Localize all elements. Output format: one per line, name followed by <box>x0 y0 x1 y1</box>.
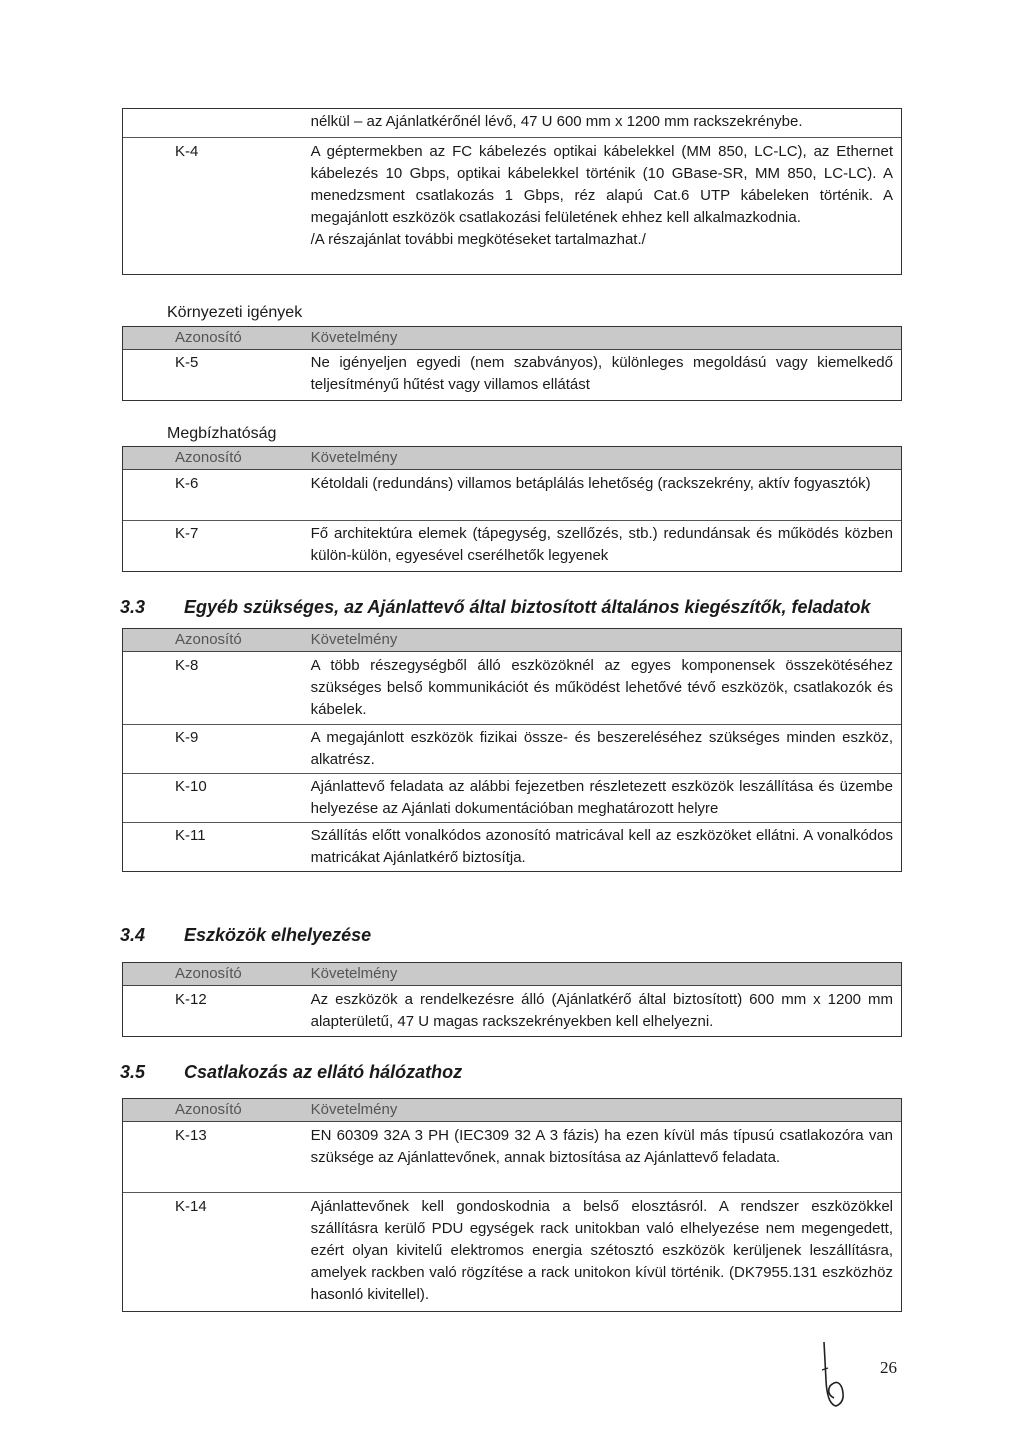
row-text: Az eszközök a rendelkezésre álló (Ajánlatkérő által biztosított) 600 mm x 1200 mm alapterületű, 47 U magas rackszekrényekben kell elhelyezni. <box>310 991 893 1030</box>
row-id: K-11 <box>175 827 206 844</box>
row-id: K-12 <box>175 991 207 1008</box>
header-requirement: Követelmény <box>310 631 398 648</box>
row-text: Kétoldali (redundáns) villamos betáplálás lehetőség (rackszekrény, aktív fogyasztók) <box>310 475 871 492</box>
table-row <box>123 773 901 822</box>
table-row <box>123 652 901 724</box>
row-text: A megajánlott eszközök fizikai össze- és beszereléséhez szükséges minden eszköz, alkatrész. <box>310 729 893 768</box>
table-header-row <box>123 629 901 652</box>
section-number: 3.4 <box>120 925 146 945</box>
requirements-table-continued <box>122 108 902 275</box>
table-row <box>123 986 901 1036</box>
table-row <box>123 109 901 137</box>
row-text: Ajánlattevő feladata az alábbi fejezetben részletezett eszközök leszállítása és üzembe helyezése az Ajánlati dokumentációban meghatározott helyre <box>310 778 893 817</box>
section-3-3-table <box>122 628 902 872</box>
header-id: Azonosító <box>175 1101 242 1118</box>
page-number: 26 <box>880 1358 897 1377</box>
header-requirement: Követelmény <box>310 449 398 466</box>
row-id: K-14 <box>175 1198 207 1215</box>
section-number: 3.5 <box>120 1062 146 1082</box>
table-row <box>123 724 901 773</box>
section-3-4-table <box>122 962 902 1037</box>
table-row <box>123 1122 901 1192</box>
section-title: Eszközök elhelyezése <box>184 925 372 945</box>
table-row <box>123 520 901 571</box>
row-id: K-7 <box>175 525 199 542</box>
table-row <box>123 822 901 871</box>
table-row <box>123 350 901 400</box>
section-number: 3.3 <box>120 597 146 617</box>
header-id: Azonosító <box>175 329 242 346</box>
section-title: Egyéb szükséges, az Ajánlattevő által biztosított általános kiegészítők, feladatok <box>184 597 871 617</box>
row-id: K-5 <box>175 354 199 371</box>
row-text: Ajánlattevőnek kell gondoskodnia a belső elosztásról. A rendszer eszközökkel szállításra kerülő PDU egységek rack unitokban való elhelyezése nem megengedett, ezért olyan kivitelű elektromos energia szétosztó eszközök kerüljenek leszállításra, amelyek rackben való rögzítése a rack unitokon kívül történik. (DK7955.131 eszközhöz hasonló kivitellel). <box>310 1198 893 1303</box>
env-caption: Környezeti igények <box>167 304 303 321</box>
section-3-3-heading <box>120 597 871 618</box>
row-text: EN 60309 32A 3 PH (IEC309 32 A 3 fázis) ha ezen kívül más típusú csatlakozóra van szüksége az Ajánlattevőnek, annak biztosítása az Ajánlattevő feladata. <box>310 1127 893 1166</box>
table-row <box>123 137 901 274</box>
row-id <box>123 109 308 137</box>
reliability-table <box>122 446 902 572</box>
signature-mark <box>816 1340 856 1410</box>
row-id: K-10 <box>175 778 207 795</box>
row-text: nélkül – az Ajánlatkérőnél lévő, 47 U 600 mm x 1200 mm rackszekrénybe. <box>310 113 803 130</box>
section-3-5-table <box>122 1098 902 1312</box>
row-text: Fő architektúra elemek (tápegység, szellőzés, stb.) redundánsak és működés közben külön-külön, egyesével cserélhetők legyenek <box>310 525 893 564</box>
section-3-5-heading <box>120 1062 462 1083</box>
row-id: K-9 <box>175 729 199 746</box>
table-row <box>123 1192 901 1311</box>
row-text: Ne igényeljen egyedi (nem szabványos), különleges megoldású vagy kiemelkedő teljesítményű hűtést vagy villamos ellátást <box>310 354 893 393</box>
header-requirement: Követelmény <box>310 329 398 346</box>
row-text: A géptermekben az FC kábelezés optikai kábelekkel (MM 850, LC-LC), az Ethernet kábelezés 10 Gbps, optikai kábelekkel történik (10 GBase-SR, MM 850, LC-LC). A menedzsment csatlakozás 1 Gbps, réz alapú Cat.6 UTP kábeleken történik. A megajánlott eszközök csatlakozási felületének ehhez kell alkalmazkodnia. /A részajánlat további megkötéseket tartalmazhat./ <box>310 143 893 248</box>
table-row <box>123 470 901 520</box>
row-id: K-4 <box>175 143 199 160</box>
row-text: Szállítás előtt vonalkódos azonosító matricával kell az eszközöket ellátni. A vonalkódos matricákat Ajánlatkérő biztosítja. <box>310 827 893 866</box>
table-header-row <box>123 963 901 986</box>
section-title: Csatlakozás az ellátó hálózathoz <box>184 1062 463 1082</box>
header-id: Azonosító <box>175 449 242 466</box>
table-header-row <box>123 447 901 470</box>
header-id: Azonosító <box>175 965 242 982</box>
row-id: K-8 <box>175 657 199 674</box>
reliability-caption: Megbízhatóság <box>167 425 277 442</box>
table-header-row <box>123 1099 901 1122</box>
header-id: Azonosító <box>175 631 242 648</box>
header-requirement: Követelmény <box>310 1101 398 1118</box>
section-3-4-heading <box>120 925 371 946</box>
environment-table <box>122 326 902 401</box>
row-id: K-13 <box>175 1127 207 1144</box>
header-requirement: Követelmény <box>310 965 398 982</box>
row-id: K-6 <box>175 475 199 492</box>
row-text: A több részegységből álló eszközöknél az egyes komponensek összekötéséhez szükséges belső kommunikációt és működést lehetővé tévő eszközök, csatlakozók és kábelek. <box>310 657 893 718</box>
table-header-row <box>123 327 901 350</box>
